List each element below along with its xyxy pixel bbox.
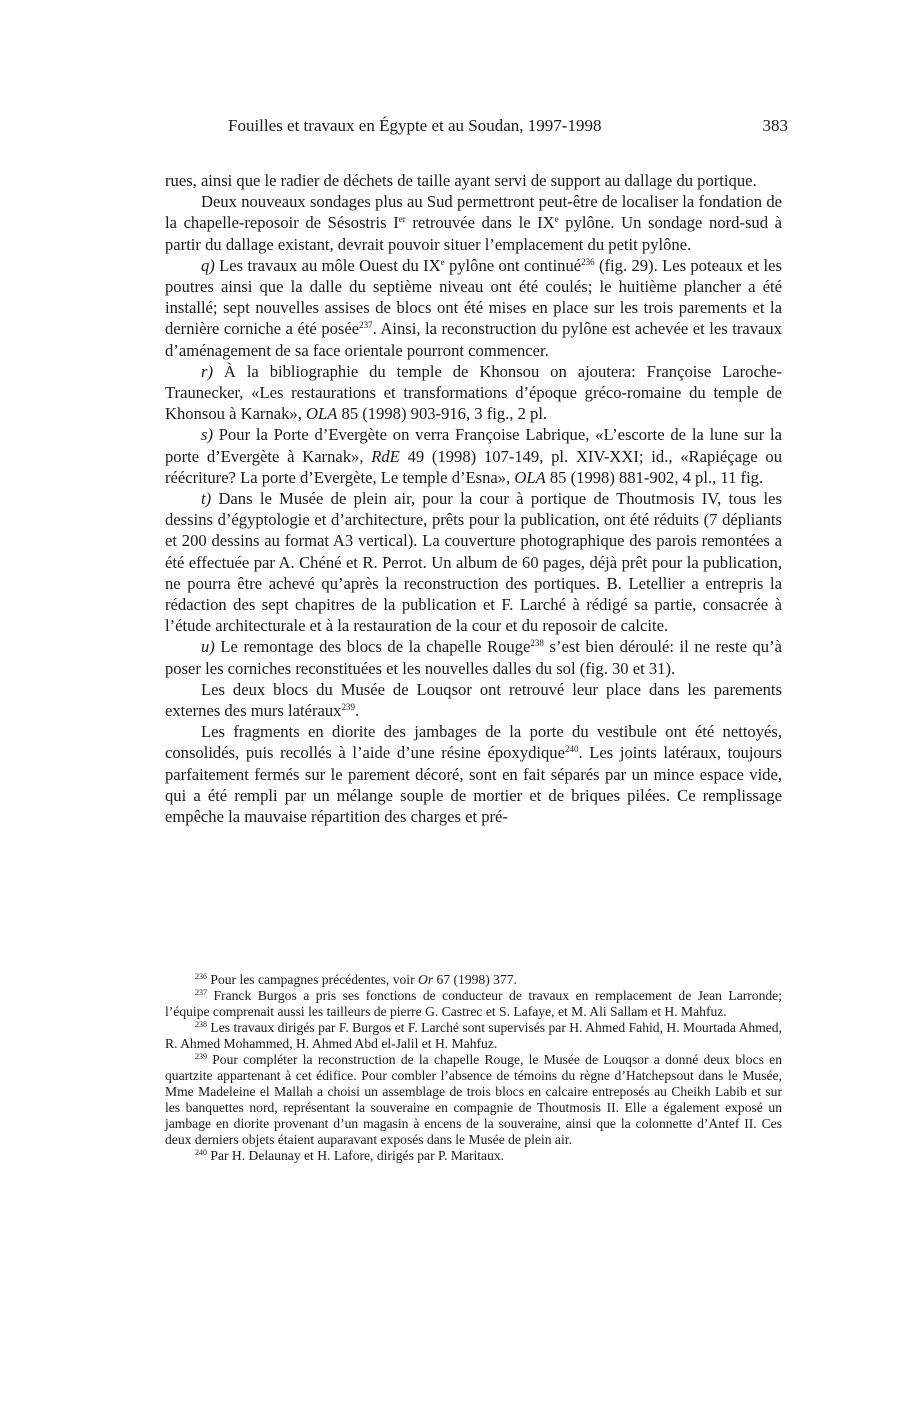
note-reference: 240 [195, 1148, 207, 1157]
note-reference: e [440, 256, 445, 267]
paragraph [165, 191, 782, 255]
paragraph [165, 170, 782, 191]
text-run: rues, ainsi que le radier de déchets de taille ayant servi de support au dallage du portique. [165, 171, 757, 190]
note-reference: 238 [195, 1020, 207, 1029]
footnote [165, 1052, 782, 1148]
text-run: 49 (1998) 107-149, pl. XIV-XXI; id., «Rapiéçage ou réécriture? La porte d’Evergète, Le temple d’Esna», [165, 446, 782, 487]
italic-text: t) [201, 489, 212, 509]
running-header [228, 114, 788, 138]
footnotes [165, 972, 782, 1164]
text-run: À la bibliographie du temple de Khonsou on ajoutera: Françoise Laroche-Traunecker, «Les restaurations et transformations d’époque gréco-romaine du temple de Khonsou à Karnak», [165, 361, 782, 424]
note-reference: 237 [195, 988, 207, 997]
italic-text: s) [201, 425, 213, 445]
text-run: . [354, 701, 360, 721]
text-run: pylône. Un sondage nord-sud à partir du dallage existant, devrait pouvoir situer l’emplacement du petit pylône. [165, 213, 782, 254]
italic-text: Or [418, 972, 434, 987]
paragraph [165, 488, 782, 636]
italic-text: r) [201, 361, 213, 381]
paragraph [165, 721, 782, 827]
text-run: Les deux blocs du Musée de Louqsor ont retrouvé leur place dans les parements externes des murs latéraux [165, 679, 782, 721]
text-run: 85 (1998) 903-916, 3 fig., 2 pl. [337, 404, 548, 424]
text-run: retrouvée dans le IX [405, 213, 555, 233]
text-run: Deux nouveaux sondages plus au Sud permettront peut-être de localiser la fondation de la chapelle-reposoir de Sésostris I [165, 192, 782, 233]
running-title: Fouilles et travaux en Égypte et au Soudan, 1997-1998 [228, 116, 602, 135]
text-run: Les travaux dirigés par F. Burgos et F. Larché sont supervisés par H. Ahmed Fahid, H. Mourtada Ahmed, R. Ahmed Mohammed, H. Ahmed Abd el-Jalil et H. Mahfuz. [165, 1020, 782, 1051]
italic-text: u) [201, 637, 215, 657]
text-run: s’est bien déroulé: il ne reste qu’à poser les corniches reconstituées et les nouvelles dalles du sol (fig. 30 et 31). [165, 637, 782, 678]
footnote [165, 1020, 782, 1052]
paragraph [165, 636, 782, 678]
text-run: Les travaux au môle Ouest du IX [214, 255, 441, 275]
text-run: Pour les campagnes précédentes, voir [207, 972, 419, 987]
text-run: (fig. 29). Les poteaux et les poutres ainsi que la dalle du septième niveau ont été coulés; le huitième plancher a été installé; sept nouvelles assises de blocs ont été mises en place sur les trois parements et la dernière corniche a été posée [165, 255, 782, 339]
note-reference: e [554, 214, 559, 225]
text-run: Pour la Porte d’Evergète on verra Françoise Labrique, «L’escorte de la lune sur la porte d’Evergète à Karnak», [165, 425, 782, 466]
text-run: Franck Burgos a pris ses fonctions de conducteur de travaux en remplacement de Jean Larronde; l’équipe comprenait aussi les tailleurs de pierre G. Castrec et S. Lafaye, et M. Ali Sallam et H. Mahfuz. [165, 988, 782, 1019]
italic-text: OLA [306, 404, 338, 424]
text-run: Les fragments en diorite des jambages de la porte du vestibule ont été nettoyés, consolidés, puis recollés à l’aide d’une résine époxydique [165, 722, 782, 763]
footnote [165, 972, 782, 988]
paragraph [165, 255, 782, 361]
body-text [165, 170, 782, 827]
page-number: 383 [762, 116, 788, 135]
text-run: . Ainsi, la reconstruction du pylône est achevée et les travaux d’aménagement de sa face orientale pourront commencer. [165, 319, 782, 360]
note-reference: 236 [581, 256, 595, 267]
text-run: Dans le Musée de plein air, pour la cour à portique de Thoutmosis IV, tous les dessins d’égyptologie et d’architecture, prêts pour la publication, ont été réduits (7 dépliants et 200 dessins au format A3 vertical). La couverture photographique des parois remontées a été effectuée par A. Chéné et R. Perrot. Un album de 60 pages, déjà prêt pour la publication, ne pourra être achevé qu’après la reconstruction des portiques. B. Letellier a entrepris la rédaction des sept chapitres de la publication et F. Larché à rédigé sa partie, consacrée à l’étude architecturale et à la restauration de la cour et du reposoir de calcite. [165, 489, 782, 636]
text-run: Par H. Delaunay et H. Lafore, dirigés par P. Maritaux. [207, 1148, 505, 1163]
text-run: 67 (1998) 377. [433, 972, 517, 987]
note-reference: 238 [530, 638, 544, 649]
paragraph [165, 679, 782, 721]
note-reference: er [398, 214, 406, 225]
footnote [165, 1148, 782, 1164]
italic-text: RdE [371, 446, 400, 466]
note-reference: 239 [341, 702, 355, 713]
paragraph [165, 424, 782, 488]
note-reference: 239 [195, 1052, 207, 1061]
footnote [165, 988, 782, 1020]
paragraph [165, 361, 782, 425]
italic-text: q) [201, 255, 215, 275]
text-run: pylône ont continué [444, 255, 582, 275]
note-reference: 237 [359, 320, 373, 331]
text-run: . Les joints latéraux, toujours parfaitement fermés sur le parement décoré, sont en fait séparés par un mince espace vide, qui a été rempli par un mélange souple de mortier et de briques pilées. Ce remplissage empêche la mauvaise répartition des charges et pré- [165, 743, 783, 827]
text-run: Pour compléter la reconstruction de la chapelle Rouge, le Musée de Louqsor a donné deux blocs en quartzite appartenant à cet édifice. Pour combler l’absence de témoins du règne d’Hatchepsout dans le Musée, Mme Madeleine el Mallah a choisi un assemblage de trois blocs en calcaire entreposés au Cheikh Labib et sur les banquettes nord, représentant la souveraine en compagnie de Thoutmosis II. Elle a également exposé un jambage en diorite provenant d’un magasin à encens de la souveraine, ainsi que la colonnette d’Antef II. Ces deux derniers objets étaient auparavant exposés dans le Musée de plein air. [165, 1052, 782, 1147]
italic-text: OLA [514, 467, 546, 487]
text-run: Le remontage des blocs de la chapelle Rouge [214, 637, 531, 657]
note-reference: 240 [564, 744, 579, 755]
note-reference: 236 [195, 972, 207, 981]
text-run: 85 (1998) 881-902, 4 pl., 11 fig. [545, 467, 764, 487]
